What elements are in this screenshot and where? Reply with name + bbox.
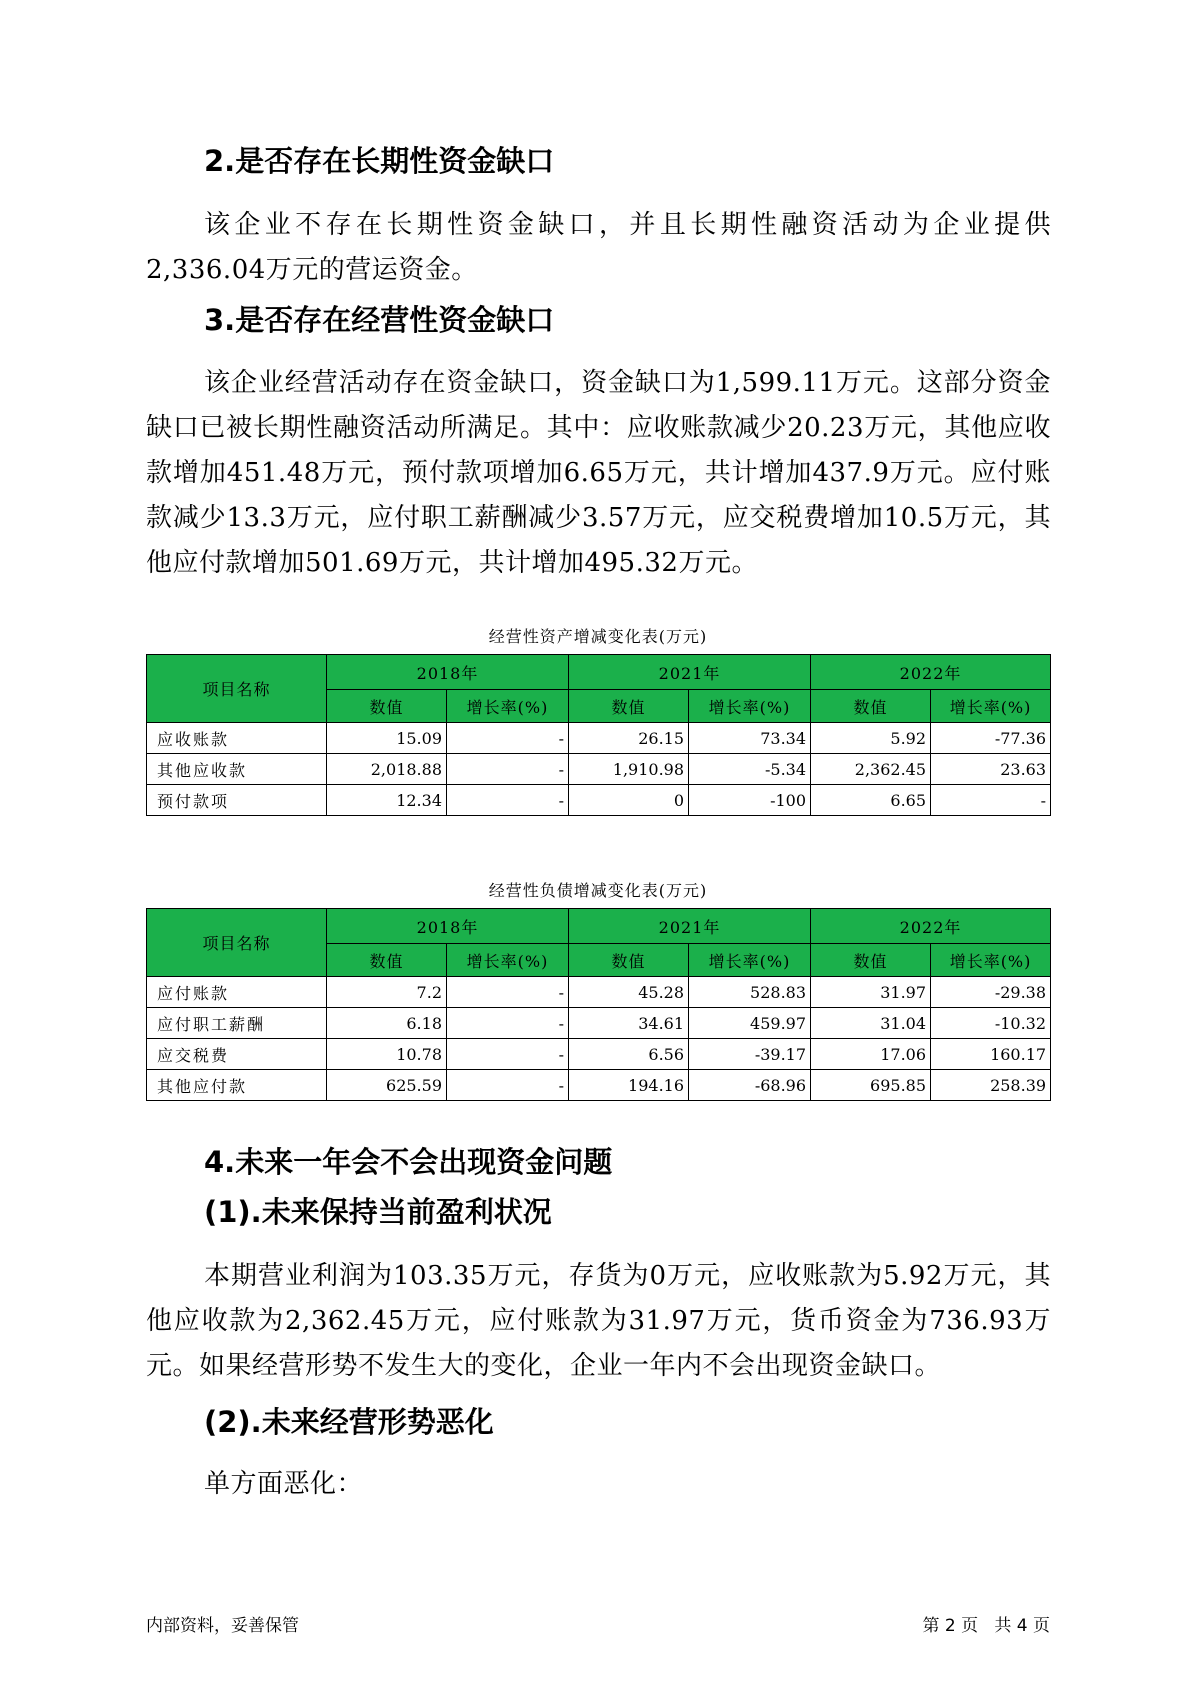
- header-year-2021: 2021年: [569, 655, 811, 690]
- subsection-heading-stable-profit: (1).未来保持当前盈利状况: [204, 1195, 552, 1229]
- section-heading-operating-gap: 3.是否存在经营性资金缺口: [204, 303, 555, 337]
- operating-liabilities-table: [146, 908, 1051, 1101]
- cell-rate: 459.97: [689, 1008, 811, 1039]
- cell-value: 1,910.98: [569, 754, 689, 785]
- cell-rate: 160.17: [931, 1039, 1051, 1070]
- cell-rate: -100: [689, 785, 811, 816]
- cell-value: 26.15: [569, 723, 689, 754]
- header-growth-rate: 增长率(%): [447, 690, 569, 723]
- cell-rate: 528.83: [689, 977, 811, 1008]
- header-year-2022: 2022年: [811, 655, 1051, 690]
- paragraph-stable-profit: 本期营业利润为103.35万元，存货为0万元，应收账款为5.92万元，其他应收款为2,362.45万元，应付账款为31.97万元，货币资金为736.93万元。如果经营形势不发生大的变化，企业一年内不会出现资金缺口。: [146, 1261, 1051, 1381]
- cell-rate: -: [447, 754, 569, 785]
- table-caption-operating-assets: 经营性资产增减变化表(万元): [488, 627, 708, 646]
- cell-rate: -: [447, 1070, 569, 1101]
- cell-rate: -: [447, 977, 569, 1008]
- section-heading-next-year: 4.未来一年会不会出现资金问题: [204, 1145, 613, 1179]
- cell-rate: -: [447, 723, 569, 754]
- cell-value: 6.18: [327, 1008, 447, 1039]
- table-row: [147, 1070, 1051, 1101]
- paragraph-long-term-gap: 该企业不存在长期性资金缺口，并且长期性融资活动为企业提供2,336.04万元的营运资金。: [146, 210, 1051, 285]
- table-row: [147, 723, 1051, 754]
- cell-rate: 73.34: [689, 723, 811, 754]
- cell-value: 5.92: [811, 723, 931, 754]
- cell-value: 6.65: [811, 785, 931, 816]
- cell-value: 194.16: [569, 1070, 689, 1101]
- header-growth-rate: 增长率(%): [931, 944, 1051, 977]
- paragraph-worsening: 单方面恶化：: [204, 1469, 364, 1499]
- cell-value: 10.78: [327, 1039, 447, 1070]
- table-row: [147, 977, 1051, 1008]
- header-growth-rate: 增长率(%): [931, 690, 1051, 723]
- cell-rate: -: [447, 785, 569, 816]
- cell-value: 31.04: [811, 1008, 931, 1039]
- header-value: 数值: [327, 690, 447, 723]
- table-row: [147, 785, 1051, 816]
- cell-rate: 258.39: [931, 1070, 1051, 1101]
- header-value: 数值: [811, 944, 931, 977]
- cell-rate: -: [447, 1008, 569, 1039]
- table-row: [147, 1039, 1051, 1070]
- subsection-heading-worsening: (2).未来经营形势恶化: [204, 1405, 494, 1439]
- cell-rate: -: [931, 785, 1051, 816]
- header-value: 数值: [327, 944, 447, 977]
- cell-value: 45.28: [569, 977, 689, 1008]
- row-name: 应交税费: [147, 1039, 327, 1070]
- row-name: 应付账款: [147, 977, 327, 1008]
- cell-value: 15.09: [327, 723, 447, 754]
- cell-rate: -77.36: [931, 723, 1051, 754]
- header-growth-rate: 增长率(%): [689, 944, 811, 977]
- section-heading-long-term-gap: 2.是否存在长期性资金缺口: [204, 144, 555, 178]
- table-row: [147, 754, 1051, 785]
- cell-value: 625.59: [327, 1070, 447, 1101]
- row-name: 应付职工薪酬: [147, 1008, 327, 1039]
- header-year-2022: 2022年: [811, 909, 1051, 944]
- cell-value: 0: [569, 785, 689, 816]
- header-item-name: 项目名称: [147, 909, 327, 977]
- cell-rate: -10.32: [931, 1008, 1051, 1039]
- row-name: 预付款项: [147, 785, 327, 816]
- header-growth-rate: 增长率(%): [689, 690, 811, 723]
- cell-rate: -29.38: [931, 977, 1051, 1008]
- header-year-2021: 2021年: [569, 909, 811, 944]
- header-year-2018: 2018年: [327, 909, 569, 944]
- header-value: 数值: [811, 690, 931, 723]
- header-growth-rate: 增长率(%): [447, 944, 569, 977]
- cell-value: 2,018.88: [327, 754, 447, 785]
- header-value: 数值: [569, 944, 689, 977]
- cell-value: 2,362.45: [811, 754, 931, 785]
- cell-rate: 23.63: [931, 754, 1051, 785]
- cell-value: 17.06: [811, 1039, 931, 1070]
- header-item-name: 项目名称: [147, 655, 327, 723]
- table-row: [147, 1008, 1051, 1039]
- operating-assets-table: [146, 654, 1051, 816]
- paragraph-operating-gap: 该企业经营活动存在资金缺口，资金缺口为1,599.11万元。这部分资金缺口已被长期性融资活动所满足。其中：应收账款减少20.23万元，其他应收款增加451.48万元，预付款项增加6.65万元，共计增加437.9万元。应付账款减少13.3万元，应付职工薪酬减少3.57万元，应交税费增加10.5万元，其他应付款增加501.69万元，共计增加495.32万元。: [146, 368, 1051, 578]
- footer-confidential-note: 内部资料，妥善保管: [146, 1616, 299, 1636]
- cell-value: 695.85: [811, 1070, 931, 1101]
- cell-value: 6.56: [569, 1039, 689, 1070]
- header-year-2018: 2018年: [327, 655, 569, 690]
- footer-page-number: 第 2 页 共 4 页: [922, 1616, 1050, 1636]
- row-name: 其他应付款: [147, 1070, 327, 1101]
- cell-value: 7.2: [327, 977, 447, 1008]
- cell-value: 34.61: [569, 1008, 689, 1039]
- cell-rate: -68.96: [689, 1070, 811, 1101]
- table-caption-operating-liabilities: 经营性负债增减变化表(万元): [488, 881, 708, 900]
- row-name: 应收账款: [147, 723, 327, 754]
- row-name: 其他应收款: [147, 754, 327, 785]
- header-value: 数值: [569, 690, 689, 723]
- cell-rate: -5.34: [689, 754, 811, 785]
- cell-value: 12.34: [327, 785, 447, 816]
- cell-rate: -39.17: [689, 1039, 811, 1070]
- cell-rate: -: [447, 1039, 569, 1070]
- cell-value: 31.97: [811, 977, 931, 1008]
